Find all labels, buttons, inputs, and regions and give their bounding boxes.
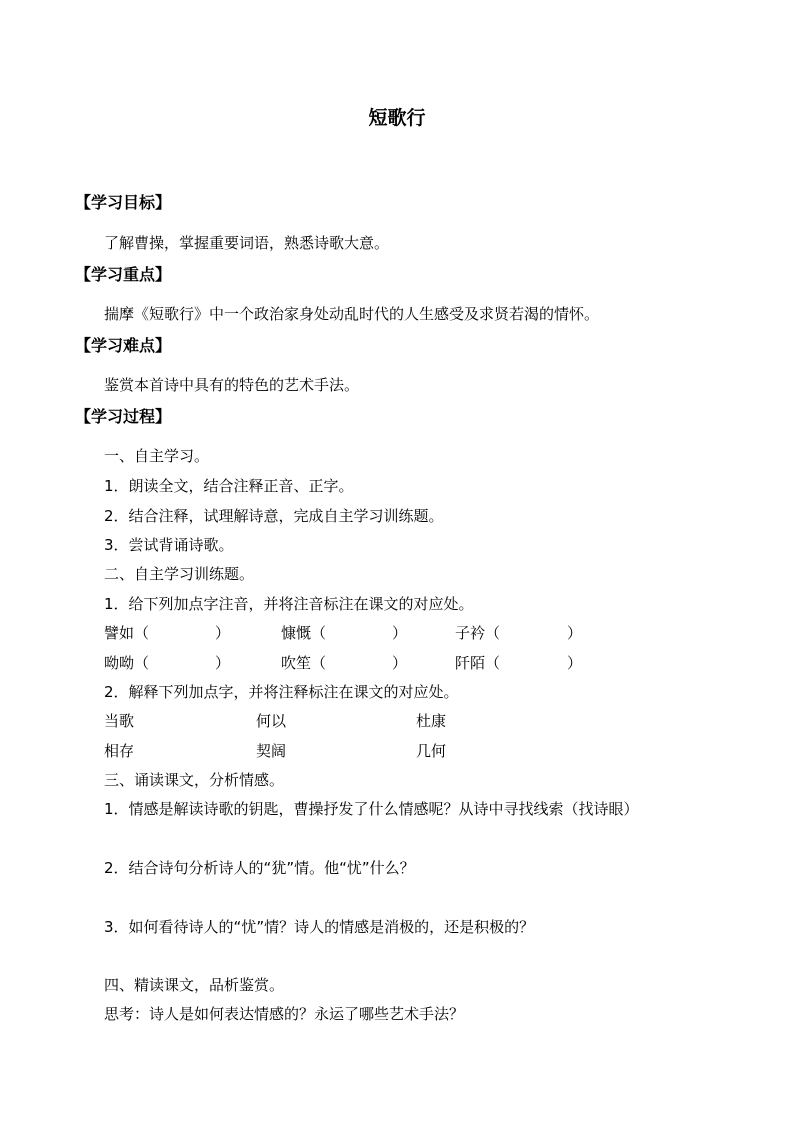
page-title: 短歌行	[368, 107, 426, 129]
pinyin-item-close: ）	[392, 624, 408, 642]
process-part4: 四、精读课文，品析鉴赏。	[104, 976, 285, 994]
key-points-text: 揣摩《短歌行》中一个政治家身处动乱时代的人生感受及求贤若渴的情怀。	[104, 305, 600, 323]
process-item: 2．结合诗句分析诗人的“犹”情。他“忧”什么？	[104, 859, 415, 877]
learning-goals-text: 了解曹操，掌握重要词语，熟悉诗歌大意。	[104, 234, 390, 252]
process-item: 3．如何看待诗人的“忧”情？诗人的情感是消极的，还是积极的？	[104, 918, 535, 936]
process-item: 2．结合注释，试理解诗意，完成自主学习训练题。	[104, 507, 444, 525]
pinyin-item-open: 吹笙（	[281, 654, 327, 672]
word-item: 几何	[416, 742, 447, 760]
heading-process: 【学习过程】	[75, 407, 172, 426]
word-item: 契阔	[256, 742, 287, 760]
process-item: 3．尝试背诵诗歌。	[104, 536, 234, 554]
pinyin-item-close: ）	[215, 654, 231, 672]
heading-key-points: 【学习重点】	[75, 265, 172, 284]
pinyin-item-close: ）	[567, 624, 583, 642]
pinyin-item-open: 譬如（	[104, 624, 150, 642]
word-item: 当歌	[104, 712, 135, 730]
word-item: 何以	[256, 712, 287, 730]
pinyin-item-close: ）	[215, 624, 231, 642]
heading-difficulties: 【学习难点】	[75, 336, 172, 355]
process-item: 1．给下列加点字注音，并将注音标注在课文的对应处。	[104, 595, 474, 613]
pinyin-item-open: 慷慨（	[281, 624, 327, 642]
process-item: 2．解释下列加点字，并将注释标注在课文的对应处。	[104, 683, 459, 701]
word-item: 相存	[104, 742, 135, 760]
pinyin-item-open: 子衿（	[455, 624, 501, 642]
process-part1: 一、自主学习。	[104, 447, 210, 465]
word-item: 杜康	[416, 712, 447, 730]
process-item: 思考：诗人是如何表达情感的？永运了哪些艺术手法？	[104, 1005, 465, 1023]
process-item: 1．朗读全文，结合注释正音、正字。	[104, 477, 354, 495]
process-part2: 二、自主学习训练题。	[104, 565, 255, 583]
heading-learning-goals: 【学习目标】	[75, 193, 172, 212]
process-item: 1．情感是解读诗歌的钥匙，曹操抒发了什么情感呢？从诗中寻找线索（找诗眼）	[104, 800, 639, 818]
pinyin-item-close: ）	[567, 654, 583, 672]
pinyin-item-open: 阡陌（	[455, 654, 501, 672]
process-part3: 三、诵读课文，分析情感。	[104, 771, 285, 789]
difficulties-text: 鉴赏本首诗中具有的特色的艺术手法。	[104, 376, 360, 394]
pinyin-item-close: ）	[392, 654, 408, 672]
pinyin-item-open: 呦呦（	[104, 654, 150, 672]
